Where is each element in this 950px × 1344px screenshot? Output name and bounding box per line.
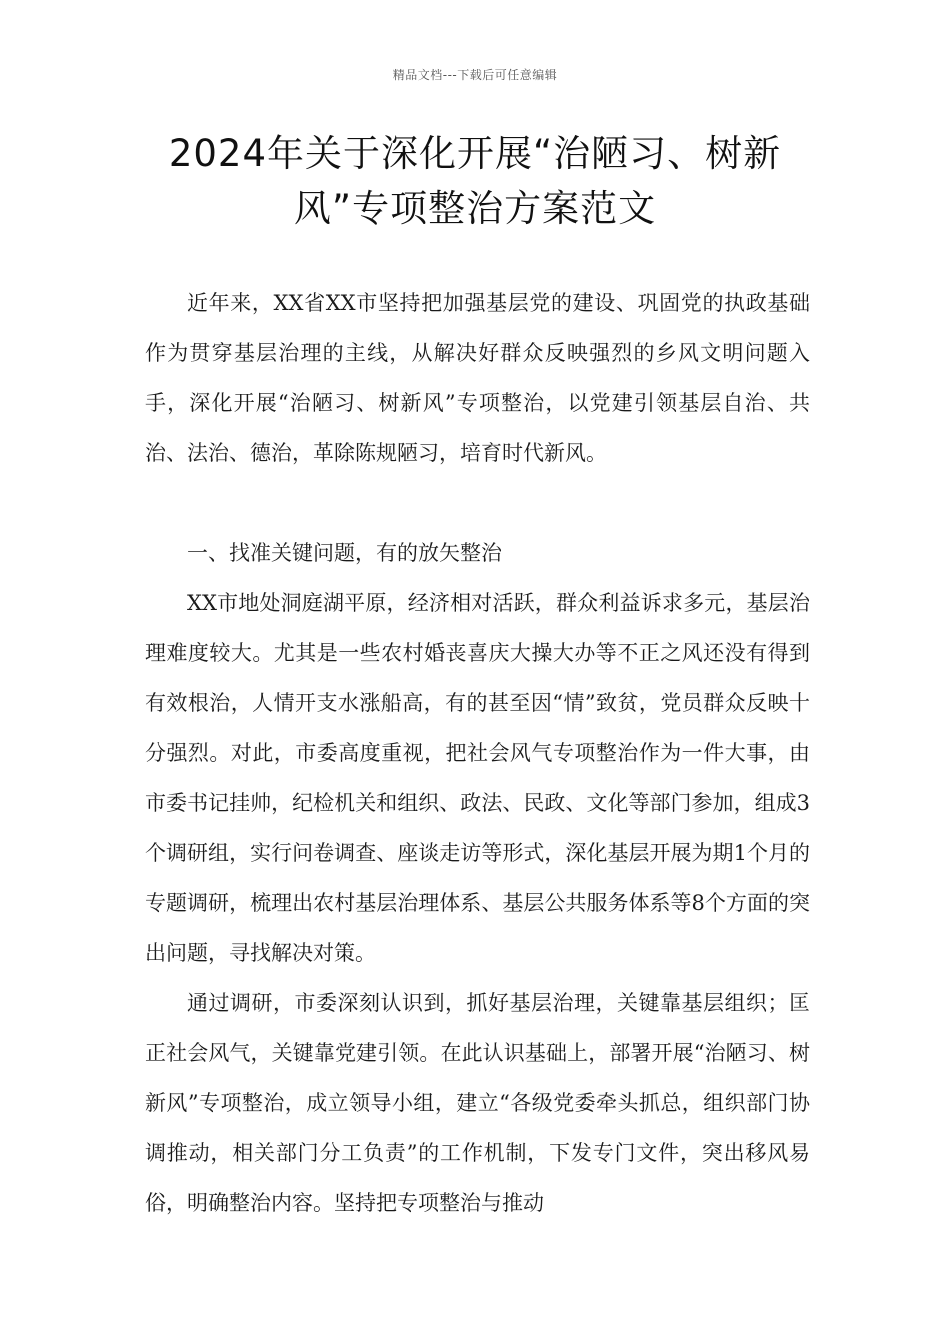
title-line-1: 2024年关于深化开展“治陋习、树新: [168, 132, 782, 175]
intro-paragraph: 近年来，XX省XX市坚持把加强基层党的建设、巩固党的执政基础作为贯穿基层治理的主线，从解决好群众反映强烈的乡风文明问题入手，深化开展“治陋习、树新风”专项整治，以党建引领基层自治、共治、法治、德治，革除陈规陋习，培育时代新风。: [145, 291, 810, 465]
document-title: [120, 126, 830, 236]
document-body: [145, 278, 810, 1228]
section-1-paragraph-2: 通过调研，市委深刻认识到，抓好基层治理，关键靠基层组织；匡正社会风气，关键靠党建引领。在此认识基础上，部署开展“治陋习、树新风”专项整治，成立领导小组，建立“各级党委牵头抓总，组织部门协调推动，相关部门分工负责”的工作机制，下发专门文件，突出移风易俗，明确整治内容。坚持把专项整治与推动: [145, 991, 810, 1215]
section-1-paragraph-1: XX市地处洞庭湖平原，经济相对活跃，群众利益诉求多元，基层治理难度较大。尤其是一些农村婚丧喜庆大操大办等不正之风还没有得到有效根治，人情开支水涨船高，有的甚至因“情”致贫，党员群众反映十分强烈。对此，市委高度重视，把社会风气专项整治作为一件大事，由市委书记挂帅，纪检机关和组织、政法、民政、文化等部门参加，组成3个调研组，实行问卷调查、座谈走访等形式，深化基层开展为期1个月的专题调研，梳理出农村基层治理体系、基层公共服务体系等8个方面的突出问题，寻找解决对策。: [145, 591, 810, 965]
section-heading-1: 一、找准关键问题，有的放矢整治: [187, 541, 502, 565]
header-watermark: 精品文档---下载后可任意编辑: [392, 68, 558, 82]
title-line-2: 风”专项整治方案范文: [293, 187, 657, 230]
